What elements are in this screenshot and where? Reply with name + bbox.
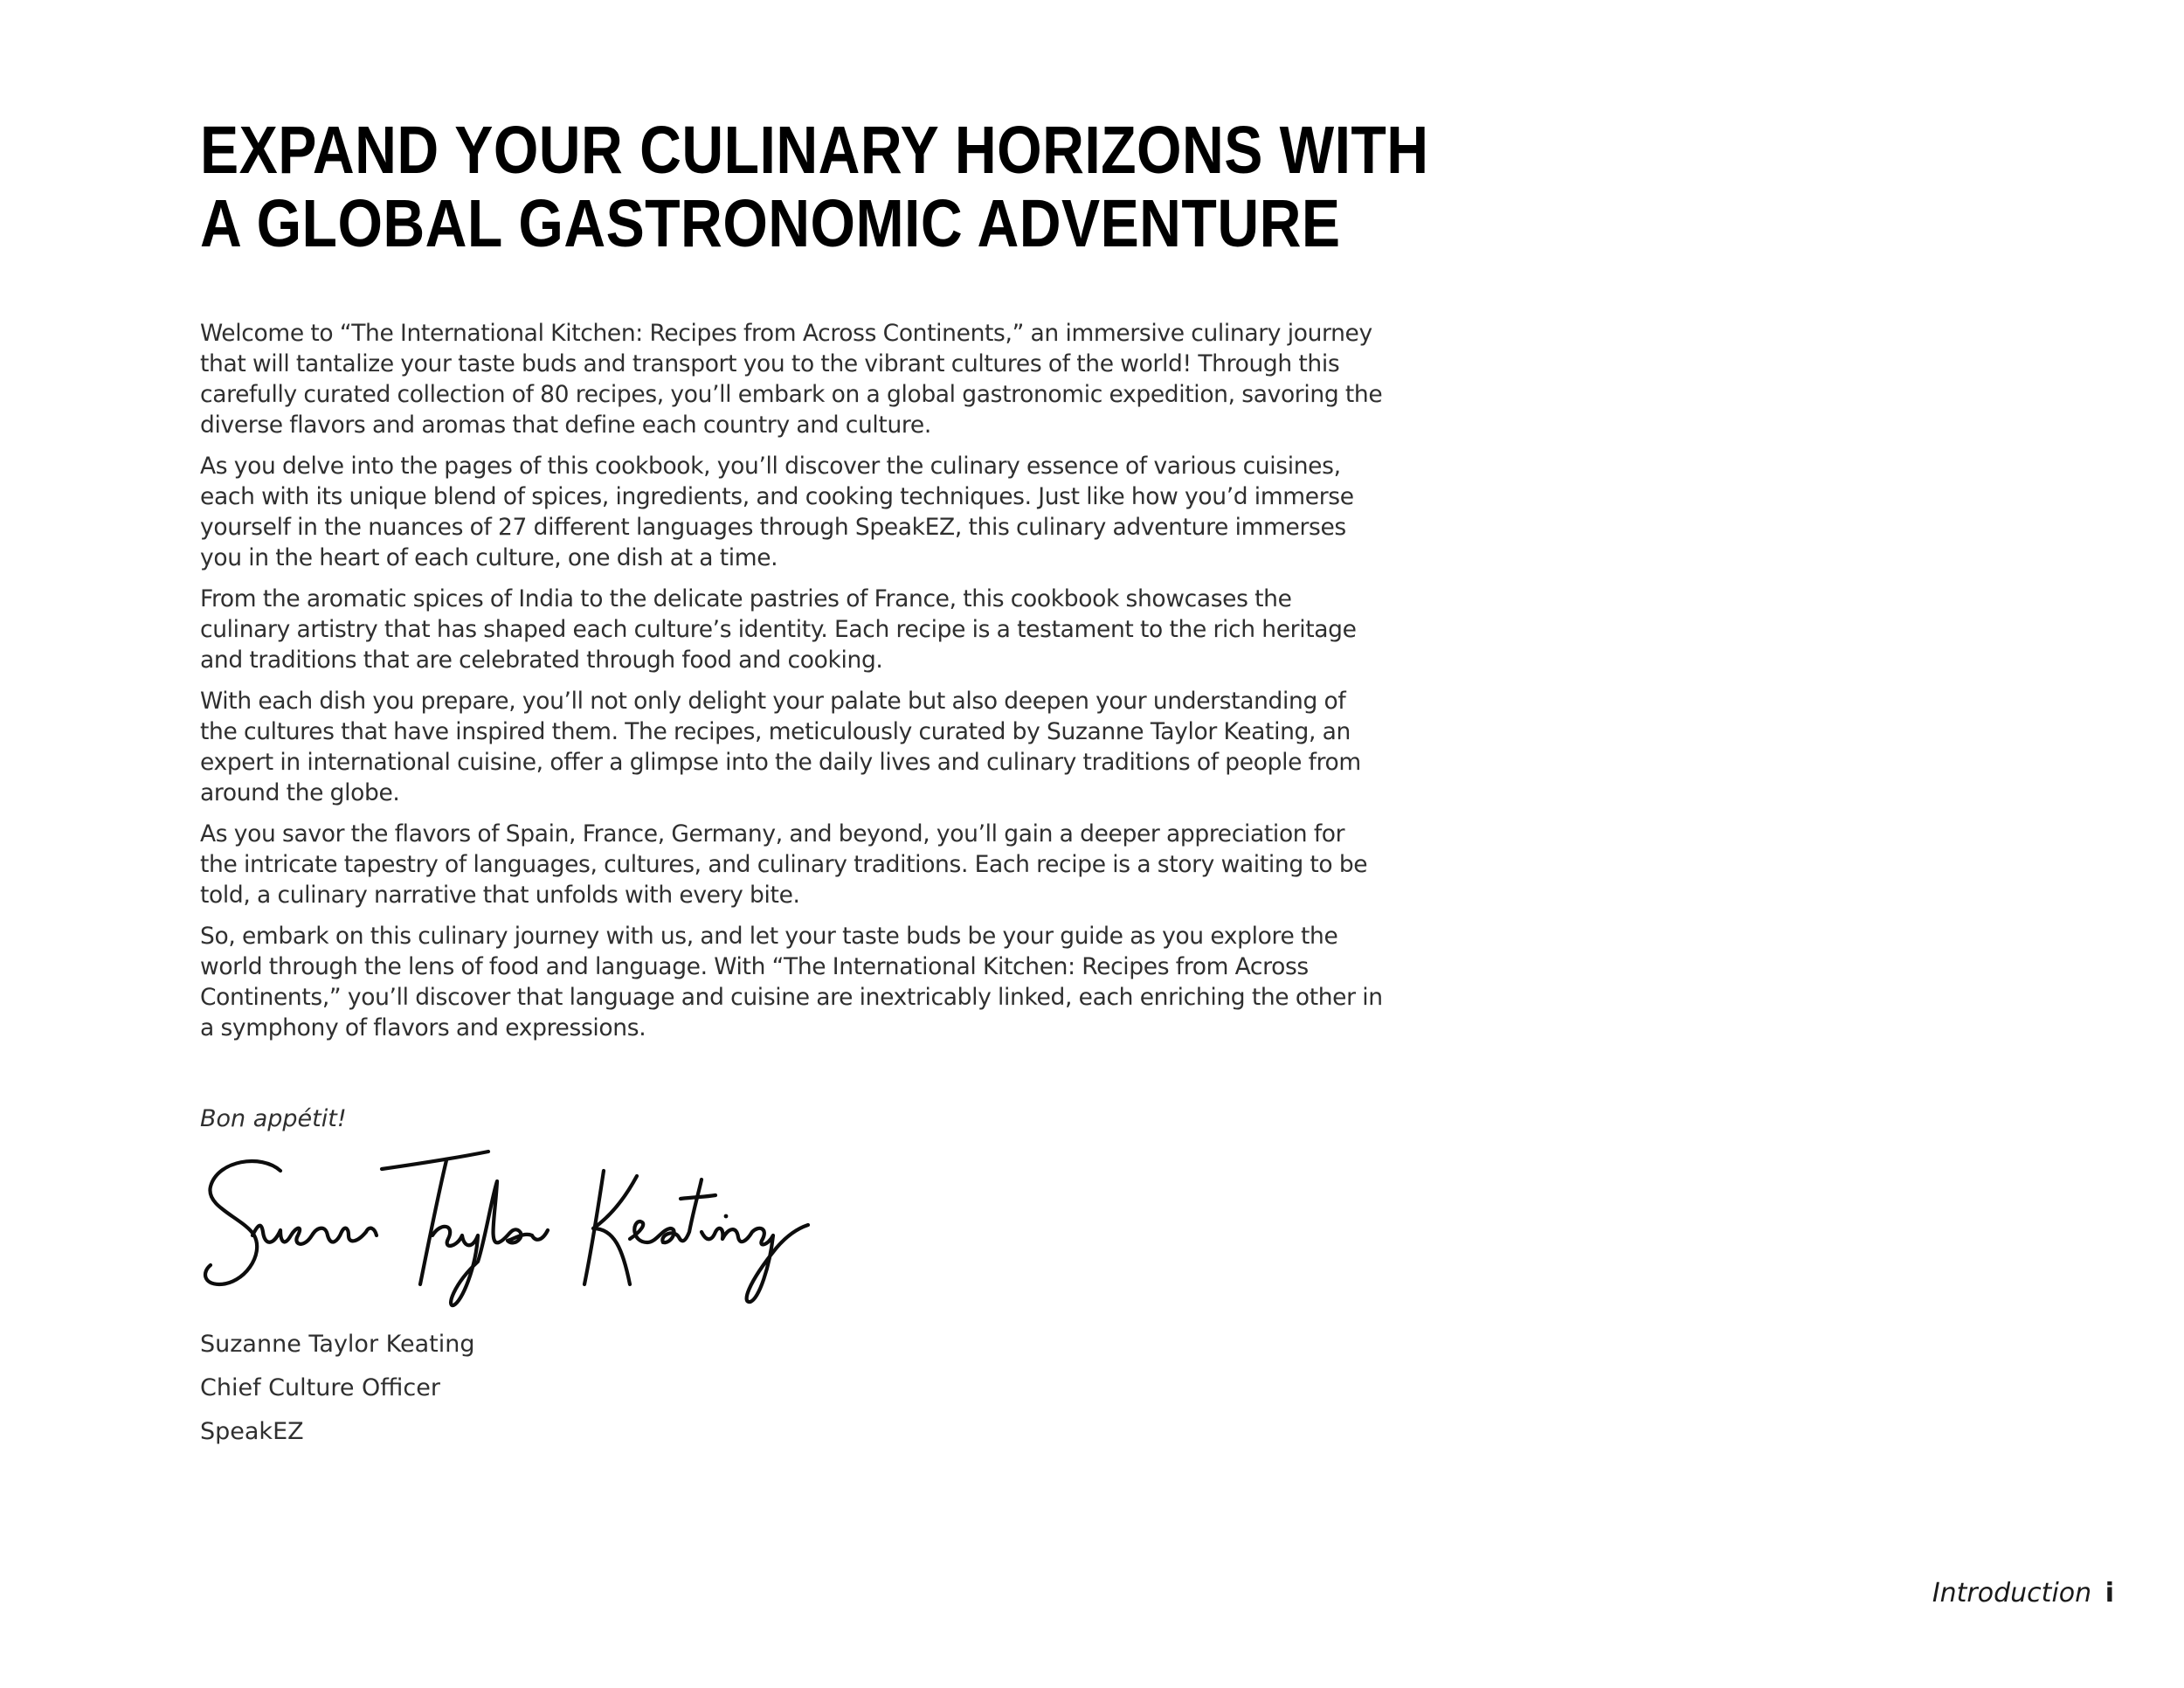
page-footer xyxy=(1932,1576,2114,1611)
page-title-line-2: A GLOBAL GASTRONOMIC ADVENTURE xyxy=(200,186,1341,261)
signatory-block xyxy=(200,1323,1388,1454)
paragraph-3: From the aromatic spices of India to the delicate pastries of France, this cookbook showcases the culinary artistry that has shaped each culture’s identity. Each recipe is a testament to the rich heritage and traditions that are celebrated through food and cooking. xyxy=(200,585,1357,674)
closing-salutation: Bon appétit! xyxy=(200,1105,347,1132)
page-content xyxy=(200,113,1429,1454)
paragraph-2: As you delve into the pages of this cookbook, you’ll discover the culinary essence of various cuisines, each with its unique blend of spices, ingredients, and cooking techniques. Just like how you’d immerse yourself in the nuances of 27 different languages through SpeakEZ, this culinary adventure immerses you in the heart of each culture, one dish at a time. xyxy=(200,453,1354,571)
body-text xyxy=(200,318,1388,1043)
footer-section-name: Introduction xyxy=(1932,1578,2092,1608)
page-number: i xyxy=(2105,1578,2114,1608)
handwritten-signature xyxy=(200,1145,812,1311)
page-title xyxy=(200,113,1429,261)
paragraph-6: So, embark on this culinary journey with us, and let your taste buds be your guide as you explore the world through the lens of food and language. With “The International Kitchen: Recipes from Across Continents,” you’ll discover that language and cuisine are inextricably linked, each enriching the other in a symphony of flavors and expressions. xyxy=(200,923,1383,1041)
page-title-line-1: EXPAND YOUR CULINARY HORIZONS WITH xyxy=(200,113,1429,188)
signatory-organization: SpeakEZ xyxy=(200,1418,304,1445)
signatory-name: Suzanne Taylor Keating xyxy=(200,1331,475,1358)
signatory-title: Chief Culture Officer xyxy=(200,1374,440,1401)
paragraph-1: Welcome to “The International Kitchen: Recipes from Across Continents,” an immersive culinary journey that will tantalize your taste buds and transport you to the vibrant cultures of the world! Through this carefully curated collection of 80 recipes, you’ll embark on a global gastronomic expedition, savoring the diverse flavors and aromas that define each country and culture. xyxy=(200,320,1383,439)
paragraph-5: As you savor the flavors of Spain, France, Germany, and beyond, you’ll gain a deeper appreciation for the intricate tapestry of languages, cultures, and culinary traditions. Each recipe is a story waiting to be told, a culinary narrative that unfolds with every bite. xyxy=(200,820,1368,909)
paragraph-4: With each dish you prepare, you’ll not only delight your palate but also deepen your understanding of the cultures that have inspired them. The recipes, meticulously curated by Suzanne Taylor Keating, an expert in international cuisine, offer a glimpse into the daily lives and culinary traditions of people from around the globe. xyxy=(200,688,1361,806)
